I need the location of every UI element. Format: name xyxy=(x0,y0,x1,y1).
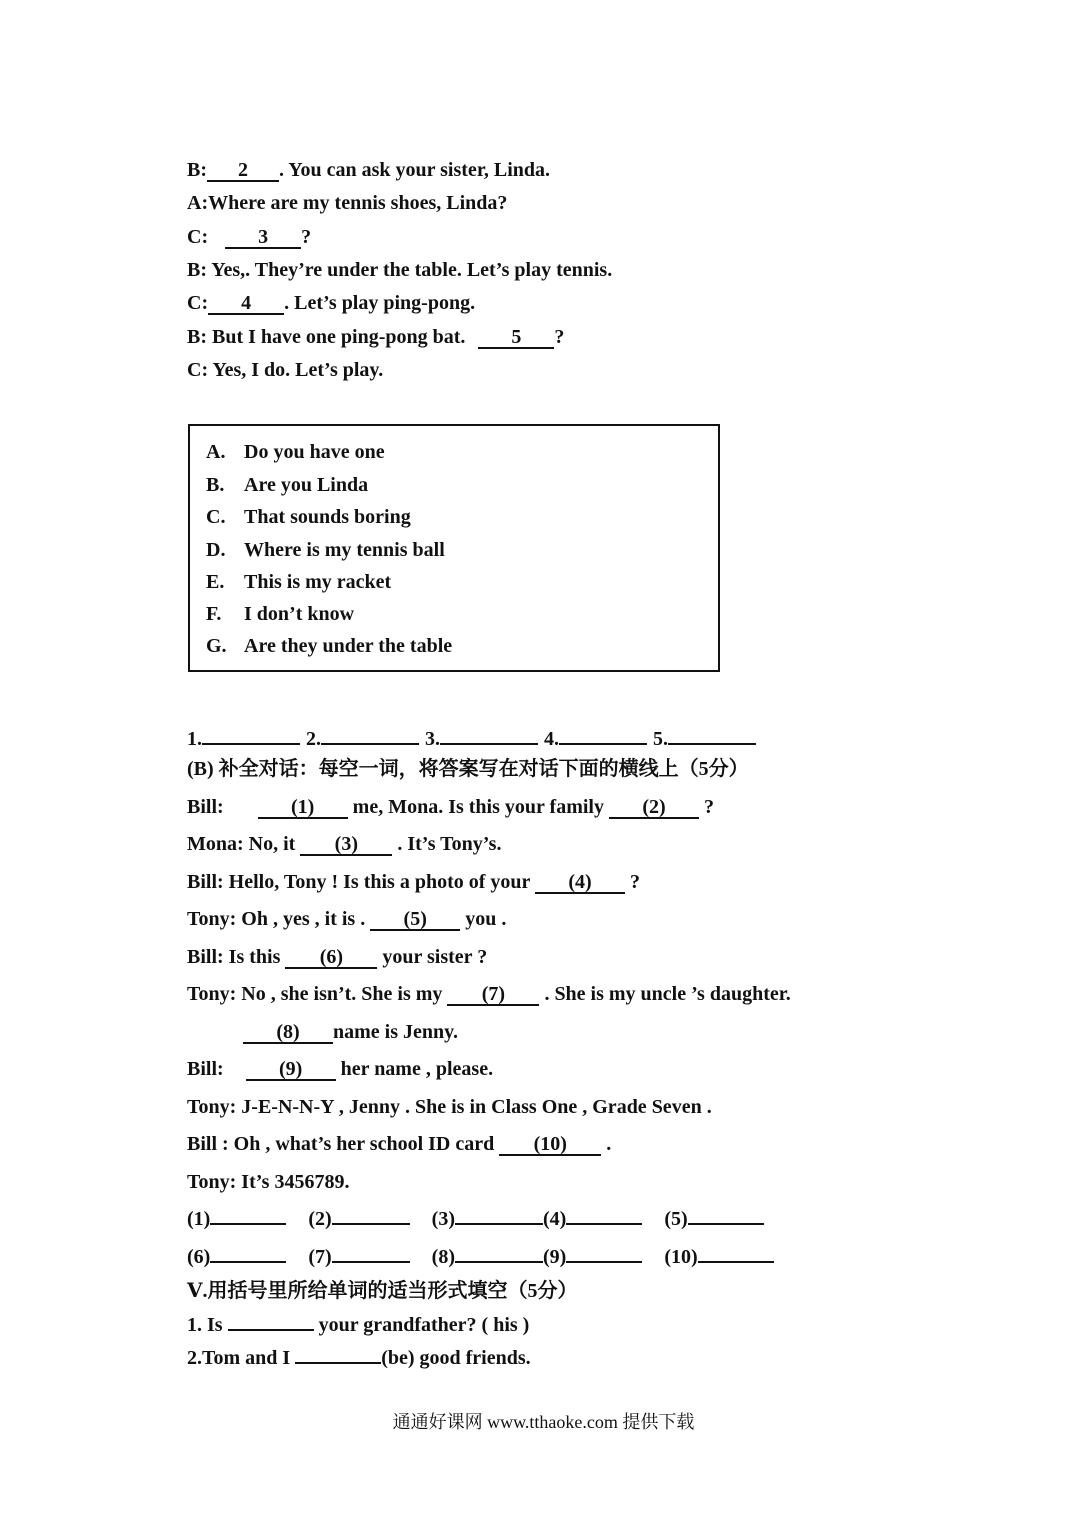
answer-row-a: 1. 2. 3. 4. 5. xyxy=(187,727,756,751)
option-d: D. Where is my tennis ball xyxy=(206,539,445,561)
b-answer-blank-1[interactable] xyxy=(210,1223,286,1225)
b-line-11: Tony: It’s 3456789. xyxy=(187,1171,350,1193)
speaker: C: xyxy=(187,292,209,314)
b-blank-10[interactable]: (10) xyxy=(499,1134,601,1156)
option-g: G. Are they under the table xyxy=(206,635,453,657)
b-answer-blank-4[interactable] xyxy=(566,1223,642,1225)
b-answer-row-2: (6) (7) (8) (9) (10) xyxy=(187,1245,774,1269)
blank-3[interactable]: 3 xyxy=(225,227,301,249)
blank-5[interactable]: 5 xyxy=(478,327,554,349)
speaker: B: xyxy=(187,159,207,181)
section-v-heading: Ⅴ.用括号里所给单词的适当形式填空（5分） xyxy=(187,1280,578,1302)
option-b: B. Are you Linda xyxy=(206,474,369,496)
q2-blank[interactable] xyxy=(295,1362,381,1364)
answer-blank-4[interactable] xyxy=(559,743,647,745)
dialogue-line-c-4 xyxy=(187,291,475,315)
dialogue-line-b-2 xyxy=(187,158,550,182)
b-blank-8[interactable]: (8) xyxy=(243,1022,333,1044)
option-c: C. That sounds boring xyxy=(206,506,411,528)
line-text: ? xyxy=(301,226,312,248)
answer-blank-2[interactable] xyxy=(321,743,419,745)
b-answer-blank-5[interactable] xyxy=(688,1223,764,1225)
b-line-9: Tony: J-E-N-N-Y , Jenny . She is in Class One , Grade Seven . xyxy=(187,1096,712,1118)
blank-4[interactable]: 4 xyxy=(208,293,284,315)
question-1: 1. Is your grandfather? ( his ) xyxy=(187,1314,530,1336)
blank-2[interactable]: 2 xyxy=(207,160,279,182)
dialogue-line-c-3 xyxy=(187,225,311,249)
b-line-7: (8) name is Jenny. xyxy=(243,1020,458,1044)
b-blank-3[interactable]: (3) xyxy=(300,834,392,856)
b-line-3: Bill: Hello, Tony ! Is this a photo of your (4) ? xyxy=(187,871,641,893)
options-box xyxy=(188,424,720,672)
b-blank-6[interactable]: (6) xyxy=(285,947,377,969)
dialogue-line-b-tennis: B: Yes,. They’re under the table. Let’s play tennis. xyxy=(187,259,613,281)
q1-blank[interactable] xyxy=(228,1329,314,1331)
dialogue-line-b-5 xyxy=(187,325,564,349)
b-line-2: Mona: No, it (3) . It’s Tony’s. xyxy=(187,833,502,855)
b-answer-blank-8[interactable] xyxy=(455,1261,543,1263)
line-text: . You can ask your sister, Linda. xyxy=(279,159,550,181)
line-text: . Let’s play ping-pong. xyxy=(284,292,476,314)
line-text: ? xyxy=(554,326,565,348)
b-answer-blank-9[interactable] xyxy=(566,1261,642,1263)
b-line-1: Bill: (1) me, Mona. Is this your family (2) ? xyxy=(187,796,714,818)
b-blank-4[interactable]: (4) xyxy=(535,872,625,894)
b-line-4: Tony: Oh , yes , it is . (5) you . xyxy=(187,908,507,930)
b-blank-5[interactable]: (5) xyxy=(370,909,460,931)
b-answer-blank-10[interactable] xyxy=(698,1261,774,1263)
b-line-5: Bill: Is this (6) your sister ? xyxy=(187,946,488,968)
option-f: F. I don’t know xyxy=(206,603,355,625)
b-answer-blank-7[interactable] xyxy=(332,1261,410,1263)
answer-blank-1[interactable] xyxy=(202,743,300,745)
b-blank-9[interactable]: (9) xyxy=(246,1059,336,1081)
b-blank-7[interactable]: (7) xyxy=(447,984,539,1006)
footer: 通通好课网 www.tthaoke.com 提供下载 xyxy=(392,1412,695,1432)
option-e: E. This is my racket xyxy=(206,571,392,593)
b-line-6: Tony: No , she isn’t. She is my (7) . She is my uncle ’s daughter. xyxy=(187,983,791,1005)
dialogue-line-c-play: C: Yes, I do. Let’s play. xyxy=(187,359,384,381)
b-answer-blank-6[interactable] xyxy=(210,1261,286,1263)
b-answer-blank-3[interactable] xyxy=(455,1223,543,1225)
line-text: B: But I have one ping-pong bat. xyxy=(187,326,471,348)
b-answer-blank-2[interactable] xyxy=(332,1223,410,1225)
option-a: A. Do you have one xyxy=(206,441,385,463)
question-2: 2.Tom and I (be) good friends. xyxy=(187,1347,531,1369)
b-line-10: Bill : Oh , what’s her school ID card (10) . xyxy=(187,1133,612,1155)
b-line-8: Bill: (9) her name , please. xyxy=(187,1058,494,1080)
dialogue-line-a: A:Where are my tennis shoes, Linda? xyxy=(187,192,508,214)
b-blank-1[interactable]: (1) xyxy=(258,797,348,819)
answer-blank-3[interactable] xyxy=(440,743,538,745)
section-b-heading: (B) 补全对话：每空一词，将答案写在对话下面的横线上（5分） xyxy=(187,758,749,780)
b-blank-2[interactable]: (2) xyxy=(609,797,699,819)
speaker: C: xyxy=(187,226,214,248)
answer-blank-5[interactable] xyxy=(668,743,756,745)
b-answer-row-1: (1) (2) (3) (4) (5) xyxy=(187,1207,764,1231)
